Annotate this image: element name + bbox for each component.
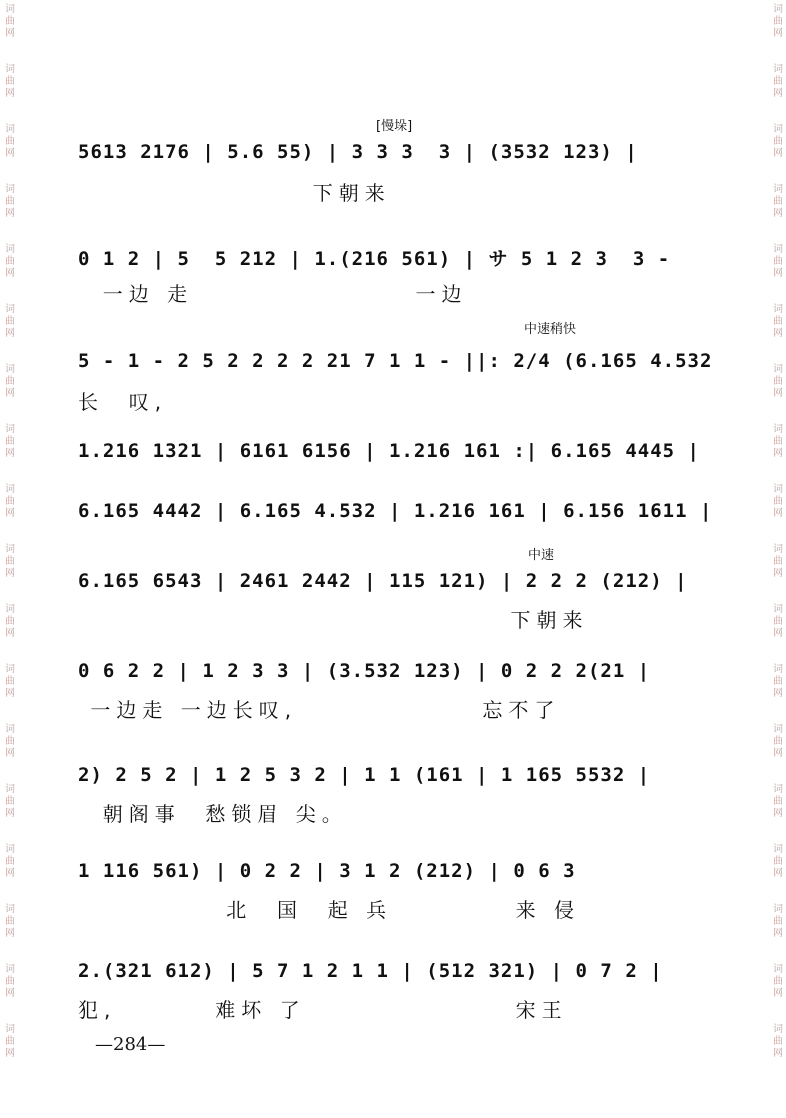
lyrics-line: 下朝来 <box>78 181 391 205</box>
watermark-stamp: 词 曲 网 <box>5 124 15 159</box>
watermark-stamp: 词 曲 网 <box>5 904 15 939</box>
watermark-stamp: 词 曲 网 <box>773 424 783 459</box>
watermark-stamp: 词 曲 网 <box>773 304 783 339</box>
watermark-stamp: 词 曲 网 <box>773 964 783 999</box>
watermark-stamp: 词 曲 网 <box>773 244 783 279</box>
watermark-stamp: 词 曲 网 <box>773 724 783 759</box>
watermark-stamp: 词 曲 网 <box>5 304 15 339</box>
notation-line: 6.165 4442 | 6.165 4.532 | 1.216 161 | 6.156 1611 | <box>78 500 713 522</box>
watermark-stamp: 词 曲 网 <box>773 484 783 519</box>
watermark-stamp: 词 曲 网 <box>773 1024 783 1059</box>
watermark-stamp: 词 曲 网 <box>5 784 15 819</box>
tempo-annotation: [慢垛] <box>376 119 413 134</box>
notation-line: 2.(321 612) | 5 7 1 2 1 1 | (512 321) | 0 7 2 | <box>78 960 663 982</box>
watermark-stamp: 词 曲 网 <box>773 784 783 819</box>
watermark-stamp: 词 曲 网 <box>773 64 783 99</box>
notation-line: 0 6 2 2 | 1 2 3 3 | (3.532 123) | 0 2 2 2(21 | <box>78 660 651 682</box>
watermark-stamp: 词 曲 网 <box>773 544 783 579</box>
watermark-stamp: 词 曲 网 <box>773 364 783 399</box>
lyrics-line: 朝阁事 愁锁眉 尖。 <box>78 802 348 826</box>
watermark-stamp: 词 曲 网 <box>773 184 783 219</box>
watermark-stamp: 词 曲 网 <box>5 64 15 99</box>
watermark-stamp: 词 曲 网 <box>5 844 15 879</box>
watermark-stamp: 词 曲 网 <box>773 124 783 159</box>
lyrics-line: 北 国 起 兵 来 侵 <box>78 898 581 922</box>
watermark-stamp: 词 曲 网 <box>5 484 15 519</box>
lyrics-line: 长 叹, <box>78 390 168 414</box>
watermark-stamp: 词 曲 网 <box>5 184 15 219</box>
notation-line: 5613 2176 | 5.6 55) | 3 3 3 3 | (3532 123) | <box>78 141 638 163</box>
tempo-annotation: 中速稍快 <box>524 322 577 337</box>
watermark-stamp: 词 曲 网 <box>773 4 783 39</box>
watermark-stamp: 词 曲 网 <box>5 604 15 639</box>
notation-line: 1 116 561) | 0 2 2 | 3 1 2 (212) | 0 6 3 <box>78 860 576 882</box>
lyrics-line: 一边走 一边长叹, 忘不了 <box>78 698 561 722</box>
watermark-stamp: 词 曲 网 <box>773 604 783 639</box>
tempo-annotation: 中速 <box>528 548 555 563</box>
notation-line: 1.216 1321 | 6161 6156 | 1.216 161 :| 6.165 4445 | <box>78 440 700 462</box>
watermark-stamp: 词 曲 网 <box>5 544 15 579</box>
watermark-stamp: 词 曲 网 <box>773 664 783 699</box>
watermark-stamp: 词 曲 网 <box>5 724 15 759</box>
watermark-stamp: 词 曲 网 <box>5 424 15 459</box>
watermark-stamp: 词 曲 网 <box>5 964 15 999</box>
watermark-stamp: 词 曲 网 <box>5 364 15 399</box>
page-number: —284— <box>95 1034 166 1055</box>
notation-line: 2) 2 5 2 | 1 2 5 3 2 | 1 1 (161 | 1 165 5532 | <box>78 764 651 786</box>
watermark-stamp: 词 曲 网 <box>5 664 15 699</box>
watermark-stamp: 词 曲 网 <box>773 844 783 879</box>
watermark-stamp: 词 曲 网 <box>5 244 15 279</box>
notation-line: 6.165 6543 | 2461 2442 | 115 121) | 2 2 2 (212) | <box>78 570 688 592</box>
lyrics-line: 犯, 难坏 了 宋王 <box>78 998 568 1022</box>
watermark-stamp: 词 曲 网 <box>5 1024 15 1059</box>
lyrics-line: 下朝来 <box>78 608 589 632</box>
notation-line: 5 - 1 - 2 5 2 2 2 2 21 7 1 1 - ||: 2/4 (6.165 4.532 <box>78 350 713 372</box>
watermark-stamp: 词 曲 网 <box>773 904 783 939</box>
watermark-stamp: 词 曲 网 <box>5 4 15 39</box>
lyrics-line: 一边 走 一边 <box>78 282 468 306</box>
notation-line: 0 1 2 | 5 5 212 | 1.(216 561) | サ 5 1 2 3 3 - <box>78 248 671 270</box>
